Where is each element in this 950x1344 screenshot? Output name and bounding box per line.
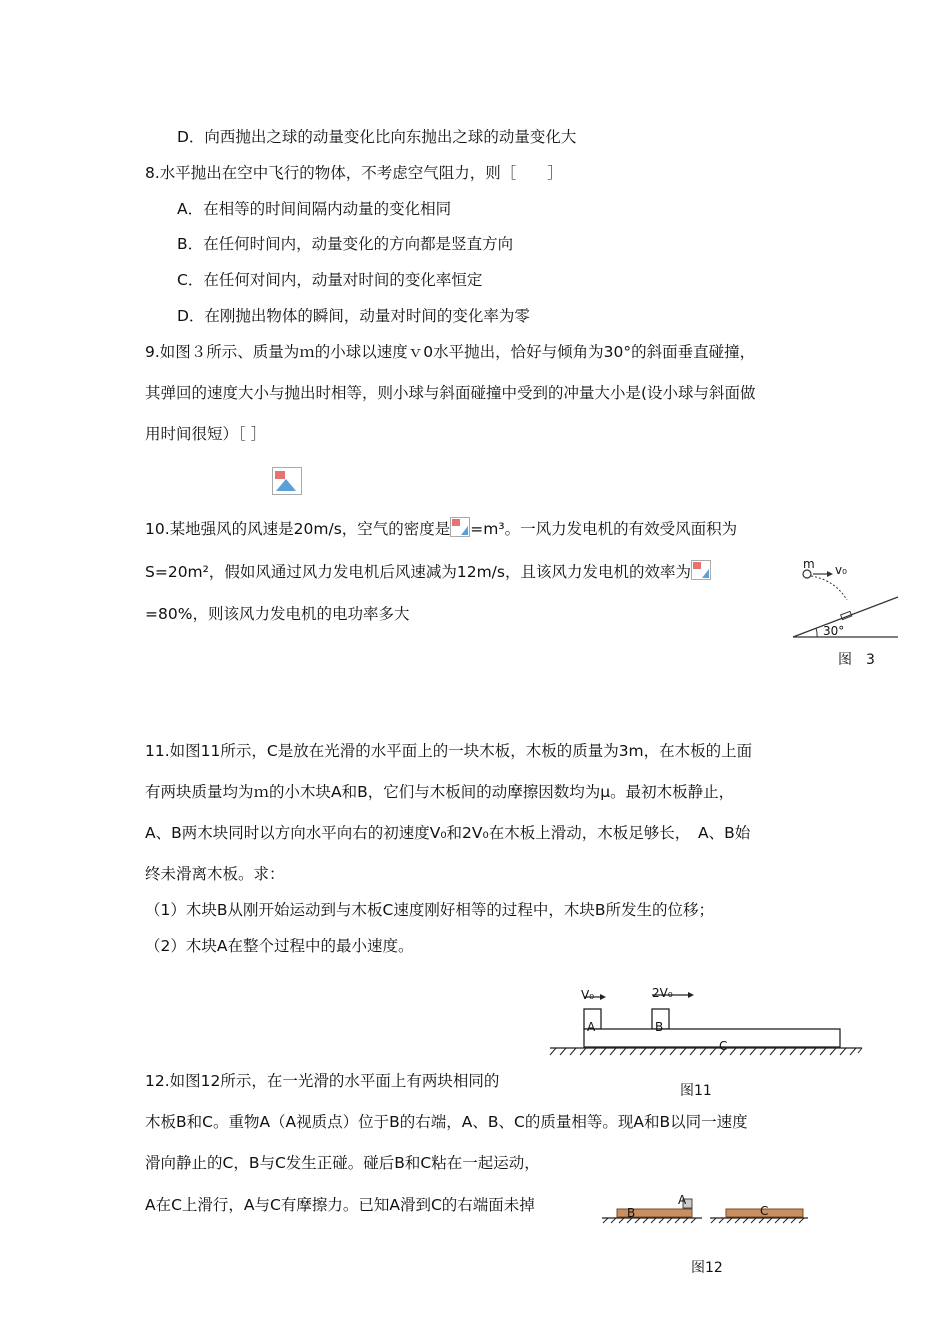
q10-line-1-text-b: =m³。一风力发电机的有效受风面积为 [470,520,738,538]
q11-sub-2: （2）木块A在整个过程中的最小速度。 [145,937,414,955]
q7-option-d: D．向西抛出之球的动量变化比向东抛出之球的动量变化大 [177,128,577,146]
q11-line-2: 有两块质量均为ｍ的小木块A和B，它们与木板间的动摩擦因数均为μ。最初木板静止， [145,783,735,801]
q10-line-1 [145,517,737,539]
q12-line-3: 滑向静止的C，B与C发生正碰。碰后B和C粘在一起运动， [145,1154,540,1172]
q8-option-a: A．在相等的时间间隔内动量的变化相同 [177,200,452,218]
q11-line-3: A、B两木块同时以方向水平向右的初速度V₀和2V₀在木板上滑动，木板足够长， A、B始 [145,824,751,842]
q12-line-2: 木板B和C。重物A（A视质点）位于B的右端，A、B、C的质量相等。现A和B以同一速度 [145,1113,748,1131]
fig12-label-a: A [678,1193,687,1207]
fig3-m-label: m [803,557,815,571]
q11-sub-1: （1）木块B从刚开始运动到与木板C速度刚好相等的过程中，木块B所发生的位移； [145,901,714,919]
ball [803,570,811,578]
q8-option-c: C．在任何对间内，动量对时间的变化率恒定 [177,271,483,289]
fig11-label-c: C [719,1039,728,1053]
incline-slope [793,597,898,637]
fig11-label-a: A [587,1020,596,1034]
fig11-v-a: V₀ [581,988,595,1002]
q10-line-3: =80%，则该风力发电机的电功率多大 [145,605,410,623]
q11-line-4: 终未滑离木板。求： [145,865,285,883]
q9-line-2: 其弹回的速度大小与抛出时相等，则小球与斜面碰撞中受到的冲量大小是(设小球与斜面做 [145,384,756,402]
fig12-label-c: C [760,1204,769,1218]
fig11-label-b: B [655,1020,664,1034]
fig3-caption: 图 3 [838,652,875,668]
q8-option-d: D．在刚抛出物体的瞬间，动量对时间的变化率为零 [177,307,530,325]
broken-image-icon [272,467,302,495]
fig11-v-b: 2V₀ [652,986,673,1000]
figure-11-board-blocks [548,990,868,1060]
efficiency-symbol-image-icon [691,560,711,580]
fig12-label-b: B [627,1206,636,1220]
q11-line-1: 11.如图11所示，C是放在光滑的水平面上的一块木板，木板的质量为3m，在木板的上面 [145,742,753,760]
q9-line-3: 用时间很短）［ ］ [145,425,267,443]
fig3-angle-label: 30° [823,624,845,638]
q12-line-1: 12.如图12所示，在一光滑的水平面上有两块相同的 [145,1072,500,1090]
q9-line-1: 9.如图３所示、质量为ｍ的小球以速度ｖ0水平抛出，恰好与倾角为30°的斜面垂直碰撞， [145,343,756,361]
fig11-caption: 图11 [680,1083,712,1099]
q8-option-b: B．在任何时间内，动量变化的方向都是竖直方向 [177,235,514,253]
q10-line-2-text: S=20m²，假如风通过风力发电机后风速减为12m/s，且该风力发电机的效率为 [145,563,691,581]
q10-line-2 [145,560,711,582]
fig12-caption: 图12 [691,1260,723,1276]
q12-line-4: A在C上滑行，A与C有摩擦力。已知A滑到C的右端面未掉 [145,1196,535,1214]
q10-line-1-text-a: 10.某地强风的风速是20m/s，空气的密度是 [145,520,451,538]
fig3-v-label: v₀ [835,563,847,577]
board-c [584,1029,840,1047]
density-formula-image-icon [450,517,470,537]
q8-stem: 8.水平抛出在空中飞行的物体，不考虑空气阻力，则［ ］ [145,164,563,182]
